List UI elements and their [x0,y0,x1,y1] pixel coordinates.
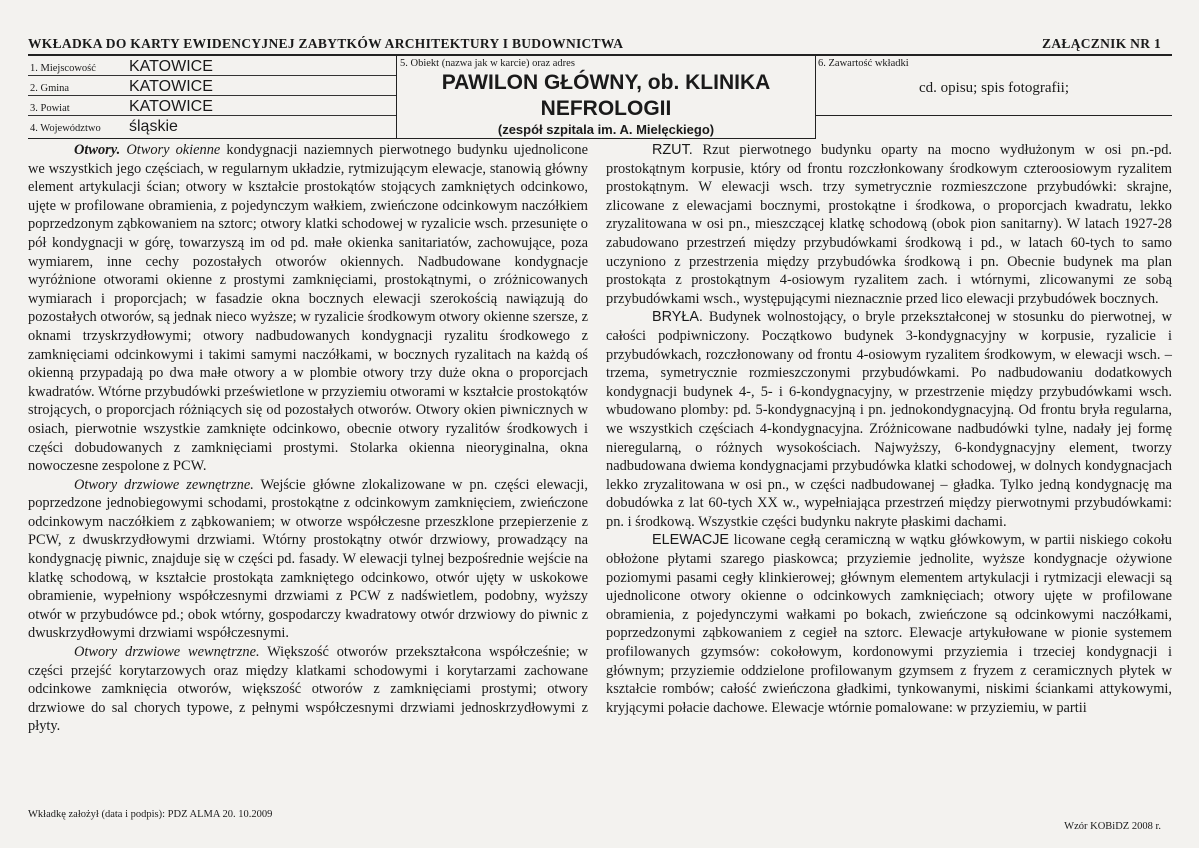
field-locality [28,56,396,76]
field-voivodeship [28,116,396,135]
paragraph-text: Wejście główne zlokalizowane w pn. części elewacji, poprzedzone jednobiegowymi schodami, prostokątne z odcinkowym zamknięciem, zwieńczone odcinkowym naczółkiem z ząbkowaniem; w otworze współczesne przeszklone przepierzenie z PCW, z dwuskrzydłowymi drzwiami. Wtórny prostokątny otwór drzwiowy, prowadzący na kondygnację piwnic, znajduje się w części pd. fasady. W elewacji tylnej bezpośrednie wejście na klatkę schodową, w kształcie prostokąta zamkniętego odcinkowo, otwór ujęty w uskokowe obramienie, wypełniony współczesnymi drzwiami z PCW z nadświetlem, podobny, wyższy otwór w przybudówce pd.; obok wtórny, gospodarczy kwadratowy otwór drzwiowy do piwnic z dwuskrzydłowymi drzwiami współczesnymi. [28,476,588,642]
contents-bottom-rule [815,115,1172,116]
paragraph-exterior-doors [28,476,588,643]
heading-plan: RZUT. [652,142,693,158]
field-value: KATOWICE [129,58,213,75]
object-title-line1: PAWILON GŁÓWNY, ob. KLINIKA [441,71,771,94]
field-commune [28,76,396,96]
field-label: 4. Województwo [30,123,101,134]
paragraph-text: kondygnacji naziemnych pierwotnego budynku ujednolicone we wszystkich jego częściach, w regularnym układzie, rytmizującym elewacje, stanowią główny element artykulacji ścian; otwory w kształcie prostokątów stojących zamkniętych odcinkowo, ujęte w profilowane obramienia, z pojedynczym wałkiem, zwieńczone odcinkowym naczółkiem poprzedzonym ząbkowaniem na sztorc; otwory klatki schodowej w ryzalicie wsch. przesunięte o pół kondygnacji w górę, towarzyszą im od pd. małe okienka sanitariatów, zachowujące, poza wymiarem, inne cechy pozostałych otworów okiennych. Nadbudowane kondygnacje wyróżnione otworami okienne z prostymi zamknięciami, prostokątnymi, o zróżnicowanych wymiarach i proporcjach; w fasadzie okna bocznych elewacji szerokością nawiązują do pozostałych otworów, są jednak nieco wyższe; w ryzalicie środkowym otwory okienne szersze, z oknami trzyskrzydłowymi; otwory nadbudowanych kondygnacji ryzalitu środkowego z zamknięciami odcinkowymi i takimi samymi naczółkami, w bocznych ryzalitach na każdą oś okienną przypadają po dwa małe otwory a w plombie otwory trzy duże okna o proporcjach kwadratów. Wtórne przybudówki prześwietlone w przyziemiu otworami w kształcie prostokątów strojących, o proporcjach różniących się od pozostałych otworów. Otwory okien piwnicznych w osiach, pierwotnie wszystkie zamknięte odcinkowo, obecnie otwory ryzalitów środkowych i części dobudowanych z zamknięciami prostymi. Stolarka okienna nieoryginalna, okna nowoczesne zespolone z PCW. [28,142,588,475]
field-label: 2. Gmina [30,83,70,94]
paragraph-elevations [606,531,1172,717]
paragraph-massing [606,308,1172,531]
paragraph-text: Większość otworów przekształcona współcześnie; w części przejść korytarzowych oraz między klatkami schodowymi i korytarzami zachowane odcinkowe zamknięcia otworów, większość otworów z zamknięciami prostymi; otwory drzwiowe do sal chorych typowe, z pełnymi współczesnymi drzwiami jednoskrzydłowymi z płyty. [28,644,588,735]
object-title-line2: NEFROLOGII [540,97,672,120]
right-column [606,141,1172,717]
heading-elevations: ELEWACJE [652,532,730,549]
subheading-interior-doors: Otwory drzwiowe wewnętrzne. [74,644,260,661]
contents-value: cd. opisu; spis fotografii; [919,80,1069,96]
subheading-windows: Otwory okienne [126,142,221,158]
field-label: 3. Powiat [30,103,70,114]
footer-author: Wkładkę założył (data i podpis): PDZ ALMA 20. 10.2009 [28,809,273,820]
field-value: KATOWICE [129,98,213,115]
annex-label: ZAŁĄCZNIK NR 1 [1042,36,1161,51]
field-label: 1. Miejscowość [30,63,96,74]
field-county [28,96,396,116]
object-subtitle: (zespół szpitala im. A. Mielęckiego) [497,122,715,137]
left-column [28,141,588,736]
paragraph-windows [28,141,588,476]
divider-left [396,54,397,139]
form-title: WKŁADKA DO KARTY EWIDENCYJNEJ ZABYTKÓW ARCHITEKTURY I BUDOWNICTWA [28,36,624,51]
subheading-exterior-doors: Otwory drzwiowe zewnętrzne. [74,476,254,493]
paragraph-text: Budynek wolnostojący, o bryle przekształconej w stosunku do pierwotnej, w całości podpiwniczony. Początkowo budynek 3-kondygnacyjny w korpusie, ryzalicie i przybudówkach, rozczłonowany od frontu 4-osiowym ryzalitem środkowym, w elewacji wsch. – trzema, symetrycznie rozmieszczonymi przybudówkami. Po nadbudowaniu dodatkowych kondygnacji budynek 4-, 5- i 6-kondygnacyjny, w przestrzenie między przybudówkami wsch. wbudowano plomby: pd. 5-kondygnacyjną i pn. jednokondygnacyjną. Od frontu bryła regularna, we wszystkich częściach 4-kondygnacyjna. Zróżnicowane nadbudówki tylne, nadały jej formę nieregularną, o różnych wysokościach. Najwyższy, 6-kondygnacyjny element, tworzy nadbudowana dwiema kondygnacjami przybudówka klatki schodowej, w dolnych kondygnacjach lekko zryzalitowana w osi pn., w części nadbudowanej – gładka. Tylko jedną kondygnację ma dobudówka z lat 60-tych XX w., wypełniająca przestrzeń między pierwotnymi przybudówkami: pn. i środkową. Wszystkie części budynku nakryte płaskimi dachami. [606,309,1172,530]
heading-massing: BRYŁA. [652,309,703,326]
paragraph-text: Rzut pierwotnego budynku oparty na mocno wydłużonym w osi pn.-pd. prostokątnym korpusie, który od frontu rozczłonkowany środkowym czteroosiowym ryzalitem prostokątnym. W elewacji wsch. trzy symetrycznie rozmieszczone przybudówki: skrajne, zlicowane z elewacjami bocznymi, prostokątne i środkowa, o proporcjach kwadratu, lekko zryzalitowana w osi pn., mieszczącej klatkę schodową (obok pion sanitarny). W latach 1927-28 zabudowano przestrzeń między przybudówkami środkową i pd., w latach 60-tych to samo uczyniono z przestrzenia między przybudówka środkową i pn. Obecnie budynek ma plan prostokąta z prostokątnym 4-osiowym ryzalitem zach. i wtórnymi, zlicowanymi ze sobą przybudówkami wsch., występującymi nieznacznie przed lico elewacji przybudówek bocznych. [606,142,1172,307]
contents-label: 6. Zawartość wkładki [818,58,909,69]
header-bottom-rule [28,138,816,139]
paragraph-text: licowane cegłą ceramiczną w wątku główkowym, w partii niskiego cokołu obłożone płytami szarego piaskowca; przyziemie jednolite, wyższe kondygnacje ożywione poziomymi pasami cegły klinkierowej; głównym elementem artykulacji i rytmizacji elewacji są ujednolicone otwory okienne o odcinkowych zamknięciach; otwory ujęte w profilowane obramienia, z pojedynczymi wałkami po bokach, zwieńczone są odcinkowymi naczółkami, poprzedzonymi ząbkowaniem z cegieł na sztorc. Elewacje artykułowane w pionie systemem profilowanych gzymsów: cokołowym, kordonowymi przyziemia i trzeciej kondygnacji i głównym; przyziemie oddzielone profilowanym gzymsem z fryzem z ceramicznych płytek w kształcie rombów; całość zwieńczona gładkimi, tynkowanymi, niskimi ściankami attykowymi, kryjącymi połacie dachowe. Elewacje wtórnie pomalowane: w przyziemiu, w partii [606,532,1172,716]
divider-right [815,54,816,139]
paragraph-plan [606,141,1172,308]
field-value: śląskie [129,118,178,135]
field-value: KATOWICE [129,78,213,95]
heading-openings: Otwory. [74,142,121,158]
paragraph-interior-doors [28,643,588,736]
footer-template: Wzór KOBiDZ 2008 r. [1064,821,1161,832]
object-label: 5. Obiekt (nazwa jak w karcie) oraz adres [400,58,575,69]
